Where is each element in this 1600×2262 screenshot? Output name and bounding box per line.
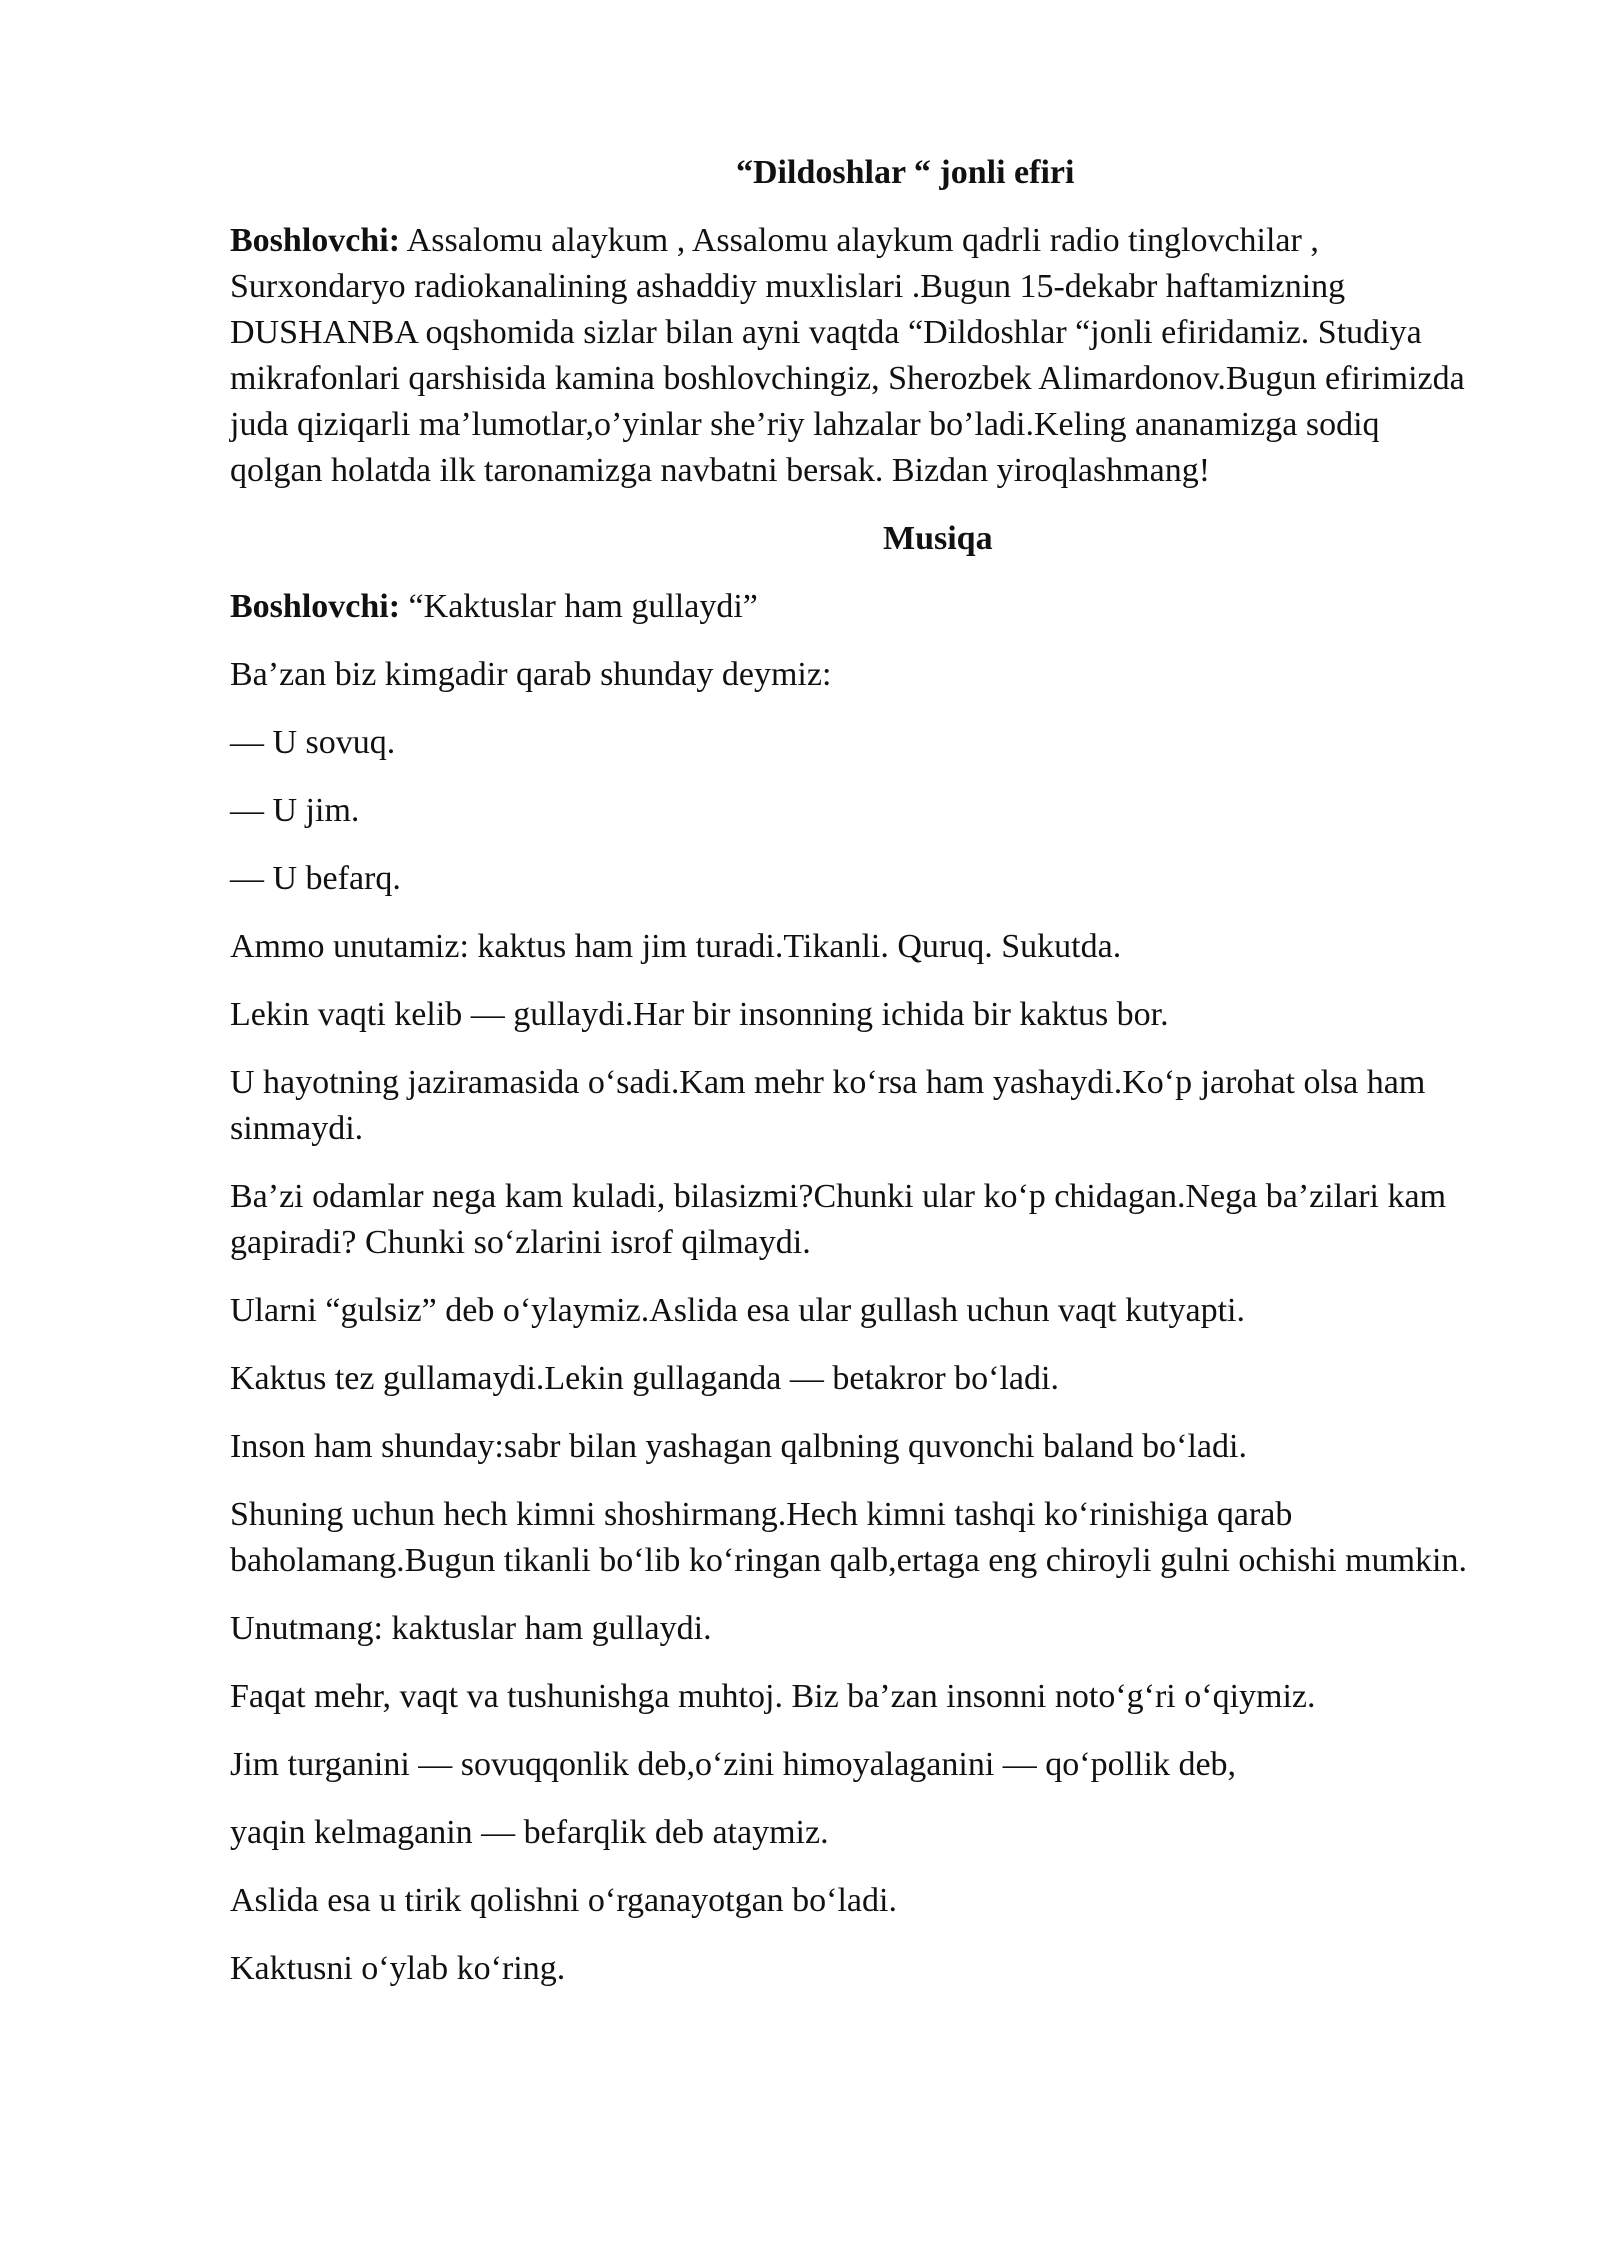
body-paragraph: U hayotning jaziramasida o‘sadi.Kam mehr ko‘rsa ham yashaydi.Ko‘p jarohat olsa ham sinmaydi. [230, 1064, 1426, 1147]
body-paragraph: Lekin vaqti kelib — gullaydi.Har bir insonning ichida bir kaktus bor. [230, 996, 1169, 1033]
speaker-label: Boshlovchi: [230, 222, 401, 259]
speaker-label: Boshlovchi: [230, 588, 401, 625]
document-body [230, 150, 1490, 2014]
body-paragraph: Ba’zan biz kimgadir qarab shunday deymiz: [230, 656, 832, 693]
body-paragraph: Aslida esa u tirik qolishni o‘rganayotgan bo‘ladi. [230, 1882, 897, 1919]
body-paragraph: Kaktus tez gullamaydi.Lekin gullaganda — betakror bo‘ladi. [230, 1360, 1059, 1397]
music-heading: Musiqa [883, 520, 993, 557]
body-paragraph: Faqat mehr, vaqt va tushunishga muhtoj. Biz ba’zan insonni noto‘g‘ri o‘qiymiz. [230, 1678, 1316, 1715]
body-paragraph: — U befarq. [230, 860, 401, 897]
document-title: “Dildoshlar “ jonli efiri [736, 154, 1075, 191]
intro-paragraph [230, 218, 1480, 494]
body-paragraph: Ammo unutamiz: kaktus ham jim turadi.Tikanli. Quruq. Sukutda. [230, 928, 1122, 965]
body-paragraph: Jim turganini — sovuqqonlik deb,o‘zini himoyalaganini — qo‘pollik deb, [230, 1746, 1237, 1783]
intro-text: Assalomu alaykum , Assalomu alaykum qadrli radio tinglovchilar , Surxondaryo radiokanalining ashaddiy muxlislari .Bugun 15-dekabr haftamizning DUSHANBA oqshomida sizlar bilan ayni vaqtda “Dildoshlar “jonli efiridamiz. Studiya mikrafonlari qarshisida kamina boshlovchingiz, Sherozbek Alimardonov.Bugun efirimizda juda qiziqarli ma’lumotlar,o’yinlar she’riy lahzalar bo’ladi.Keling ananamizga sodiq qolgan holatda ilk taronamizga navbatni bersak. Bizdan yiroqlashmang! [230, 222, 1465, 489]
body-paragraph: Ba’zi odamlar nega kam kuladi, bilasizmi?Chunki ular ko‘p chidagan.Nega ba’zilari kam gapiradi? Chunki so‘zlarini isrof qilmaydi. [230, 1178, 1447, 1261]
body-paragraph: Ularni “gulsiz” deb o‘ylaymiz.Aslida esa ular gullash uchun vaqt kutyapti. [230, 1292, 1246, 1329]
body-paragraph: Kaktusni o‘ylab ko‘ring. [230, 1950, 566, 1987]
body-paragraph: Inson ham shunday:sabr bilan yashagan qalbning quvonchi baland bo‘ladi. [230, 1428, 1247, 1465]
body-paragraph: — U jim. [230, 792, 360, 829]
body-paragraph: yaqin kelmaganin — befarqlik deb ataymiz. [230, 1814, 829, 1851]
body-paragraph: Unutmang: kaktuslar ham gullaydi. [230, 1610, 712, 1647]
body-paragraph: — U sovuq. [230, 724, 396, 761]
body-paragraph: Shuning uchun hech kimni shoshirmang.Hech kimni tashqi ko‘rinishiga qarab baholamang.Bugun tikanli bo‘lib ko‘ringan qalb,ertaga eng chiroyli gulni ochishi mumkin. [230, 1496, 1467, 1579]
segment-title-text: “Kaktuslar ham gullaydi” [400, 588, 758, 625]
segment-title-paragraph [230, 584, 1490, 630]
